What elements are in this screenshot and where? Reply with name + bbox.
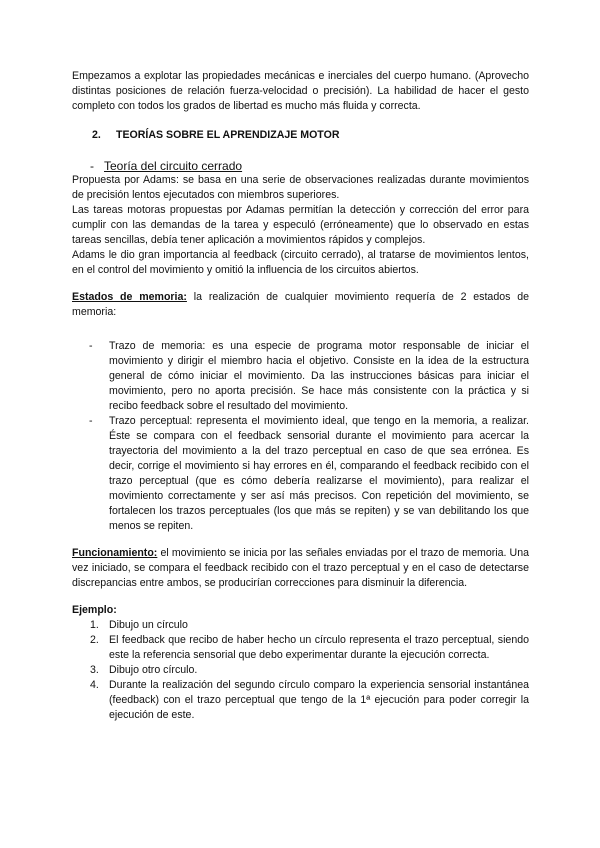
list-marker: 1. <box>90 619 99 631</box>
estados-label: Estados de memoria: <box>72 291 187 303</box>
adams-paragraph-2: Las tareas motoras propuestas por Adamas permitían la detección y corrección del error para cumplir con las demandas de la tarea y especuló (erróneamente) que lo observado en estas tareas sencillas, debía tener aplicación a movimientos rápidos y complejos. <box>72 204 529 246</box>
list-item-text: Trazo perceptual: representa el movimiento ideal, que tengo en la memoria, a realizar. Éste se compara con el feedback sensorial durante el movimiento para acercar la trayectoria del movimiento a la del trazo perceptual en caso de que sea errónea. Es decir, corrige el movimiento si hay errores en él, comparando el feedback recibido con el trazo perceptual (que es cómo debería realizarse el movimiento), para realizar el movimiento correctamente y ser así más precisos. Con repetición del movimiento, se fortalecen los trazos perceptuales (los que más se repiten) y se van debilitando los que menos se repiten. <box>109 415 529 532</box>
list-item-text: El feedback que recibo de haber hecho un círculo representa el trazo perceptual, siendo este la referencia sensorial que debo experimentar durante la ejecución correcta. <box>109 634 529 661</box>
list-item <box>72 414 529 534</box>
example-steps-list <box>72 618 529 723</box>
list-marker: 2. <box>90 634 99 646</box>
list-marker: - <box>89 415 93 427</box>
list-item <box>72 678 529 723</box>
subsection-heading <box>90 159 529 173</box>
list-marker: 4. <box>90 679 99 691</box>
list-item <box>72 618 529 633</box>
list-item-text: Dibujo un círculo <box>109 619 188 631</box>
funcionamiento-paragraph <box>72 546 529 591</box>
funcionamiento-label: Funcionamiento: <box>72 547 158 559</box>
ejemplo-label: Ejemplo: <box>72 604 117 616</box>
estados-paragraph <box>72 290 529 320</box>
list-item-text: Dibujo otro círculo. <box>109 664 198 676</box>
funcionamiento-text: el movimiento se inicia por las señales enviadas por el trazo de memoria. Una vez iniciado, se compara el feedback recibido con el trazo perceptual y en el caso de detectarse discrepancias entre ambos, se producirían correcciones para disminuir la diferencia. <box>72 547 529 589</box>
memory-states-list <box>72 339 529 534</box>
subsection-dash: - <box>90 159 94 173</box>
list-item <box>72 663 529 678</box>
estados-text: la realización de cualquier movimiento requería de 2 estados de memoria: <box>72 291 530 318</box>
adams-paragraph-1: Propuesta por Adams: se basa en una serie de observaciones realizadas durante movimientos de precisión lentos ejecutados con miembros superiores. <box>72 174 529 201</box>
section-number: 2. <box>92 129 101 141</box>
list-marker: 3. <box>90 664 99 676</box>
list-item <box>72 339 529 414</box>
subsection-title: Teoría del circuito cerrado <box>104 159 243 173</box>
list-item-text: Trazo de memoria: es una especie de programa motor responsable de iniciar el movimiento y dirigir el miembro hacia el objetivo. Consiste en la idea de la estructura general de cómo iniciar el movimiento. Da las instrucciones básicas para iniciar el movimiento, pero no aporta precisión. Se hace más consistente con la práctica y si recibo feedback sobre el resultado del movimiento. <box>109 340 529 412</box>
section-title: TEORÍAS SOBRE EL APRENDIZAJE MOTOR <box>116 129 340 141</box>
list-item-text: Durante la realización del segundo círculo comparo la experiencia sensorial instantánea (feedback) con el trazo perceptual que tengo de la 1ª ejecución para poder corregir la ejecución de este. <box>109 679 529 721</box>
intro-paragraph: Empezamos a explotar las propiedades mecánicas e inerciales del cuerpo humano. (Aprovecho distintas posiciones de relación fuerza-velocidad o precisión). La habilidad de hacer el gesto completo con todos los grados de libertad es mucho más fluida y correcta. <box>72 70 529 112</box>
list-item <box>72 633 529 663</box>
adams-paragraph-3: Adams le dio gran importancia al feedback (circuito cerrado), al tratarse de movimientos lentos, en el control del movimiento y omitió la influencia de los circuitos abiertos. <box>72 249 529 276</box>
section-heading <box>92 128 529 143</box>
list-marker: - <box>89 340 93 352</box>
